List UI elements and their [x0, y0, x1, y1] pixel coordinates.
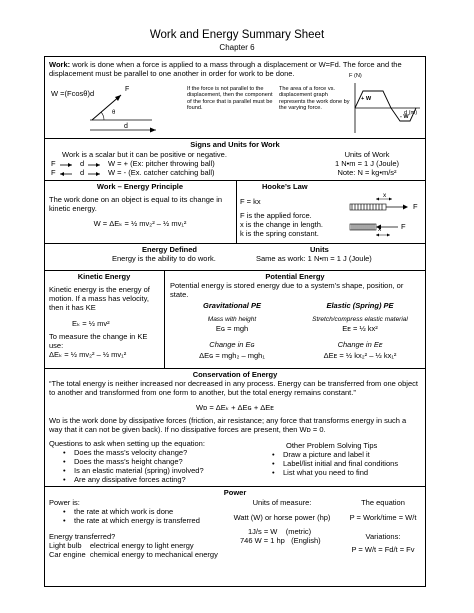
hooke-line3: k is the spring constant.: [240, 229, 319, 238]
units-of-work-line2: Note: N = kg•m/s²: [337, 168, 397, 177]
ke-text: Kinetic energy is the energy of motion. If a mass has velocity, then it has KE: [49, 285, 150, 312]
power-bullets: [58, 508, 218, 526]
work-angle-note: If the force is not parallel to the displacement, then the component of the force that is parallel must be found.: [187, 86, 273, 111]
graph-note: The area of a force vs. displacement graph represents the work done by the varying force.: [279, 86, 350, 111]
ke-formula: Eₖ = ½ mv²: [72, 319, 110, 328]
power-units-heading: Units of measure:: [252, 498, 312, 507]
question-item: • Does the mass’s velocity change?: [58, 449, 258, 458]
pe-heading: Potential Energy: [265, 272, 325, 281]
divider-signs: [44, 180, 426, 181]
elastic-pe-sub: Stretch/compress elastic material: [312, 316, 408, 323]
force-arrow-head: [68, 163, 72, 167]
wep-formula: W = ΔEₖ = ½ mv₂² – ½ mv₁²: [93, 219, 187, 228]
divider-ke-pe: [44, 368, 426, 369]
work-heading: Work:: [49, 60, 71, 69]
tip-item: • List what you need to find: [267, 469, 423, 478]
pe-text: Potential energy is stored energy due to a system’s shape, position, or state.: [170, 281, 404, 299]
sign-row-positive-text: W = + (Ex: pitcher throwing ball): [108, 159, 215, 168]
divider-wep-hooke: [236, 180, 237, 243]
wep-text: The work done on an object is equal to its change in kinetic energy.: [49, 195, 223, 213]
spring-F-label-top: F: [413, 202, 418, 211]
elastic-pe-formula: Eᴇ = ½ kx²: [342, 324, 378, 333]
divider-energy: [44, 270, 426, 271]
hooke-heading: Hooke’s Law: [262, 182, 308, 191]
power-variations: P = W/t = Fd/t = Fv: [351, 545, 415, 554]
units-of-work-line1: 1 N•m = 1 J (Joule): [334, 159, 400, 168]
power-equation-heading: The equation: [361, 498, 405, 507]
question-item: • Are any dissipative forces acting?: [58, 476, 258, 485]
units-of-work-heading: Units of Work: [344, 150, 390, 159]
sign-row-negative-text: W = - (Ex. catcher catching ball): [108, 168, 215, 177]
compressed-spring: [350, 224, 398, 237]
work-text: work is done when a force is applied to a mass through a displacement or W=Fd. The force and the displacement must be parallel to one another in order for work to be done.: [49, 60, 402, 78]
tips-list: [267, 451, 423, 478]
angle-arc: [101, 112, 104, 120]
diagram-theta-label: θ: [112, 110, 116, 116]
displacement-arrow-head: [96, 172, 100, 176]
divider-work: [44, 138, 426, 139]
question-item: • Is an elastic material (spring) involved?: [58, 467, 258, 476]
dissipative-text: Wᴅ is the work done by dissipative forces (friction, air resistance; any force that transforms energy in such a way that it can not be given back). If no dissipative forces are present, then Wᴅ = 0.: [49, 416, 407, 434]
displacement-arrow-head: [96, 163, 100, 167]
spring-F-label-bottom: F: [401, 222, 406, 231]
graph-y-label: F (N): [349, 73, 362, 79]
divider-conservation: [44, 486, 426, 487]
grav-pe-change: Change in Eɢ: [209, 340, 255, 349]
force-displacement-graph: [350, 80, 420, 136]
tip-item: • Draw a picture and label it: [267, 451, 423, 460]
elastic-pe-change: Change in Eᴇ: [337, 340, 383, 349]
sign-row-negative-d: d: [80, 168, 85, 177]
divider-wep: [44, 243, 426, 244]
power-bullet: • the rate at which work is done: [58, 508, 218, 517]
power-is: Power is:: [49, 498, 80, 507]
power-units-line3: 746 W = 1 hp (English): [240, 536, 321, 545]
conservation-heading: Conservation of Energy: [192, 370, 278, 379]
graph-negative-work-label: - W: [400, 114, 409, 120]
diagram-d-label: d: [124, 123, 128, 130]
power-units-line1: Watt (W) or horse power (hp): [233, 513, 331, 522]
hooke-formula: F = kx: [240, 197, 261, 206]
force-arrow-head: [60, 172, 64, 176]
hooke-line2: x is the change in length.: [240, 220, 323, 229]
sign-row-positive-d: d: [80, 159, 85, 168]
car-engine-example: Car engine chemical energy to mechanical energy: [49, 550, 218, 559]
stretched-spring: [350, 198, 408, 211]
conservation-quote: “The total energy is neither increased nor decreased in any process. Energy can be transferred from one object to another and transformed from one form to another, but the total energy remains constant.”: [49, 379, 418, 397]
diagram-force-label: F: [125, 86, 130, 93]
graph-x-label: d (m): [404, 110, 418, 116]
spring-x-label-bottom: x: [378, 226, 382, 233]
elastic-pe-heading: Elastic (Spring) PE: [326, 301, 394, 310]
work-formula: W =(Fcosθ)d: [51, 89, 95, 98]
ke-text2: To measure the change in KE use:: [49, 332, 148, 350]
tips-heading: Other Problem Solving Tips: [286, 441, 378, 450]
grav-pe-change-formula: ΔEɢ = mgh₂ – mgh₁: [199, 351, 265, 360]
work-scalar-text: Work is a scalar but it can be positive or negative.: [62, 150, 227, 159]
power-bullet: • the rate at which energy is transferred: [58, 517, 218, 526]
energy-units-text: Same as work: 1 N•m = 1 J (Joule): [256, 254, 372, 263]
elastic-pe-change-formula: ΔEᴇ = ½ kx₂² – ½ kx₁²: [323, 351, 397, 360]
wep-heading: Work – Energy Principle: [96, 182, 184, 191]
power-variations-heading: Variations:: [365, 532, 401, 541]
questions-list: [58, 449, 258, 484]
energy-units-heading: Units: [310, 245, 329, 254]
power-units-line2: 1J/s = W (metric): [248, 527, 312, 536]
force-arrowhead: [115, 95, 121, 101]
energy-transferred-heading: Energy transferred?: [49, 532, 116, 541]
question-item: • Does the mass’s height change?: [58, 458, 258, 467]
questions-heading: Questions to ask when setting up the equation:: [49, 439, 205, 448]
energy-defined-text: Energy is the ability to do work.: [112, 254, 216, 263]
graph-positive-work-label: + W: [361, 96, 372, 102]
tip-item: • Label/list initial and final conditions: [267, 460, 423, 469]
sign-row-negative-F: F: [51, 168, 56, 177]
grav-pe-sub: Mass with height: [207, 316, 257, 323]
displacement-arrowhead: [150, 128, 156, 133]
work-definition: [49, 61, 421, 79]
ke-formula2: ΔEₖ = ½ mv₂² – ½ mv₁²: [49, 350, 127, 359]
divider-ke-pe-vertical: [164, 270, 165, 368]
power-heading: Power: [223, 488, 247, 497]
hooke-line1: F is the applied force.: [240, 211, 312, 220]
grav-pe-formula: Eɢ = mgh: [215, 324, 249, 333]
spring-x-label-top: x: [383, 192, 387, 199]
page-subtitle: Chapter 6: [219, 43, 255, 52]
grav-pe-heading: Gravitational PE: [203, 301, 261, 310]
power-equation: P = Work/time = W/t: [349, 513, 417, 522]
signs-units-heading: Signs and Units for Work: [190, 140, 280, 149]
light-bulb-example: Light bulb electrical energy to light energy: [49, 541, 194, 550]
ke-heading: Kinetic Energy: [77, 272, 131, 281]
energy-defined-heading: Energy Defined: [142, 245, 198, 254]
page-title: Work and Energy Summary Sheet: [149, 29, 325, 41]
conservation-formula: Wᴅ = ΔEₖ + ΔEɢ + ΔEᴇ: [196, 403, 274, 412]
sign-row-positive-F: F: [51, 159, 56, 168]
